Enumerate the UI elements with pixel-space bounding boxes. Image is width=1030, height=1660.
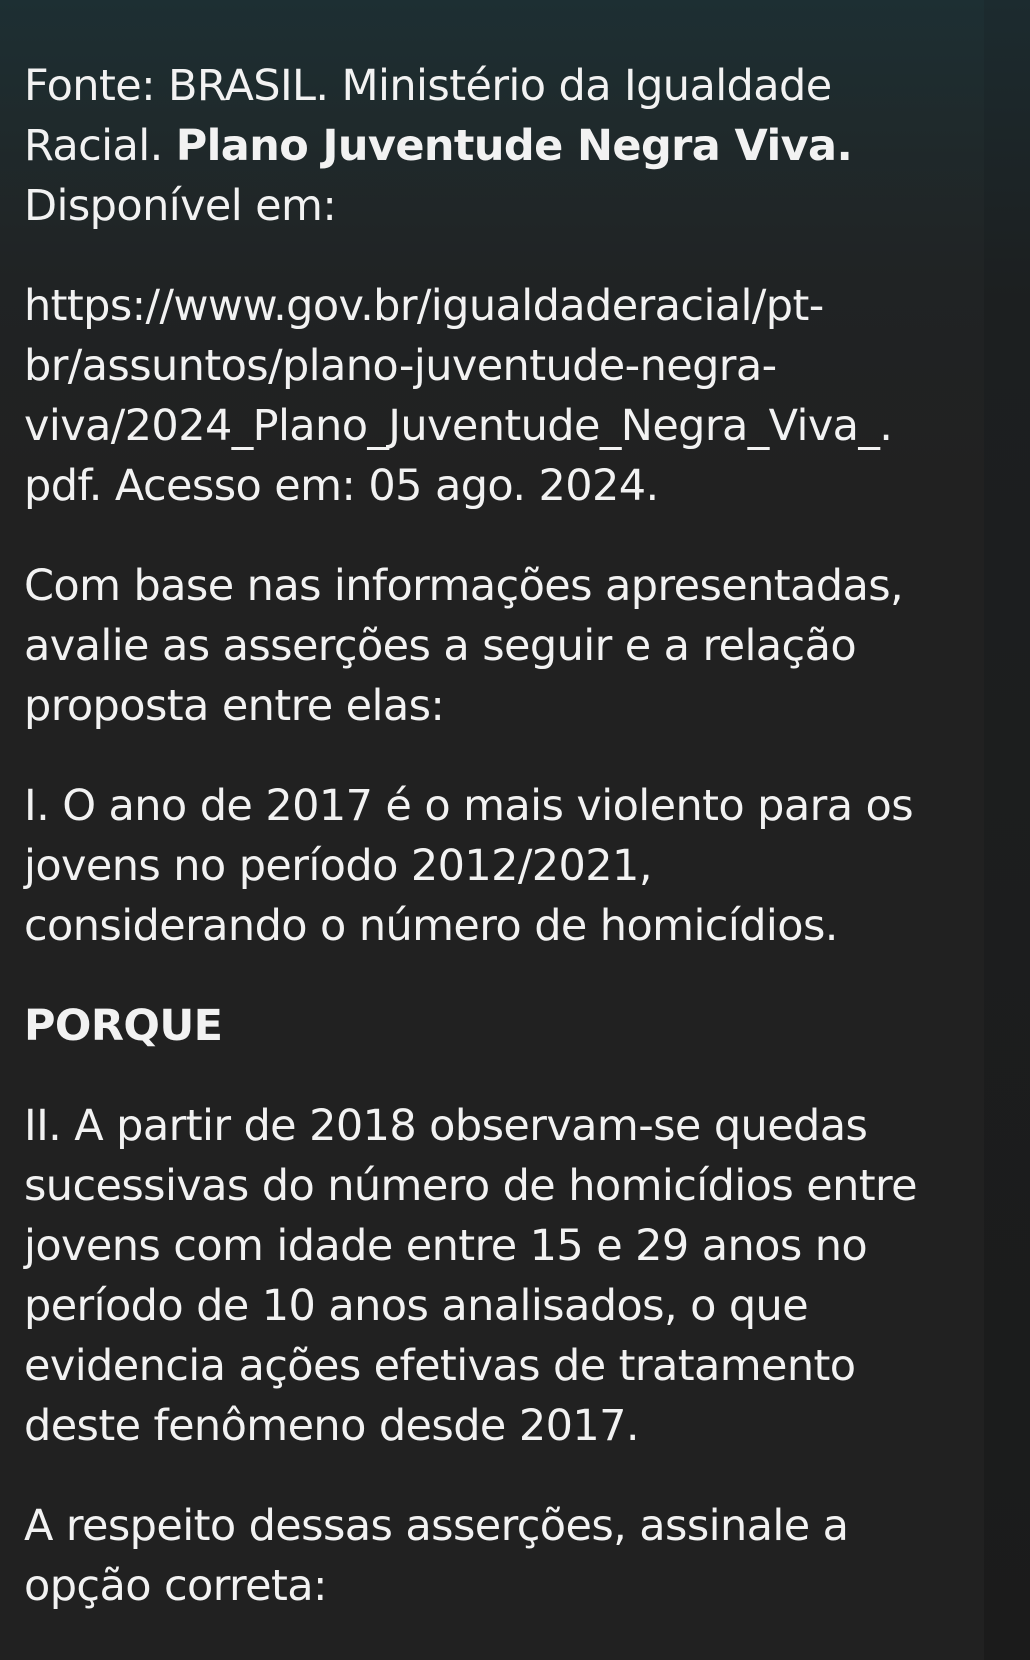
source-available-text: Disponível em: — [24, 181, 337, 231]
question-line-2: opção correta: — [24, 1561, 327, 1611]
source-citation — [24, 56, 954, 236]
assertion-one-line-2: jovens no período 2012/2021, — [24, 841, 652, 891]
assertion-two — [24, 1096, 954, 1456]
assertion-two-line-6: deste fenômeno desde 2017. — [24, 1401, 639, 1451]
assertion-two-line-1: II. A partir de 2018 observam-se quedas — [24, 1101, 868, 1151]
instruction-line-2: avalie as asserções a seguir e a relação — [24, 621, 857, 671]
url-line-3: viva/2024_Plano_Juventude_Negra_Viva_. — [24, 401, 893, 451]
source-line-2 — [24, 116, 954, 176]
assertion-one — [24, 776, 954, 956]
source-url[interactable] — [24, 276, 954, 516]
assertion-one-line-3: considerando o número de homicídios. — [24, 901, 838, 951]
source-line-1: Fonte: BRASIL. Ministério da Igualdade — [24, 61, 832, 111]
instruction-line-1: Com base nas informações apresentadas, — [24, 561, 904, 611]
assertion-two-line-5: evidencia ações efetivas de tratamento — [24, 1341, 856, 1391]
assertion-one-line-1: I. O ano de 2017 é o mais violento para os — [24, 781, 914, 831]
source-title: Plano Juventude Negra Viva. — [175, 121, 853, 171]
assertion-two-line-2: sucessivas do número de homicídios entre — [24, 1161, 917, 1211]
scrollbar-track[interactable] — [984, 0, 1030, 1660]
url-line-2: br/assuntos/plano-juventude-negra- — [24, 341, 777, 391]
question-prompt — [24, 1496, 954, 1616]
instruction-text — [24, 556, 954, 736]
assertion-two-line-4: período de 10 anos analisados, o que — [24, 1281, 809, 1331]
url-line-1: https://www.gov.br/igualdaderacial/pt- — [24, 281, 824, 331]
source-racial-text: Racial. — [24, 121, 176, 171]
question-text-body — [24, 56, 954, 1656]
instruction-line-3: proposta entre elas: — [24, 681, 445, 731]
question-line-1: A respeito dessas asserções, assinale a — [24, 1501, 849, 1551]
connector-porque: PORQUE — [24, 1001, 223, 1051]
assertion-two-line-3: jovens com idade entre 15 e 29 anos no — [24, 1221, 868, 1271]
url-line-4-access-date: pdf. Acesso em: 05 ago. 2024. — [24, 461, 659, 511]
